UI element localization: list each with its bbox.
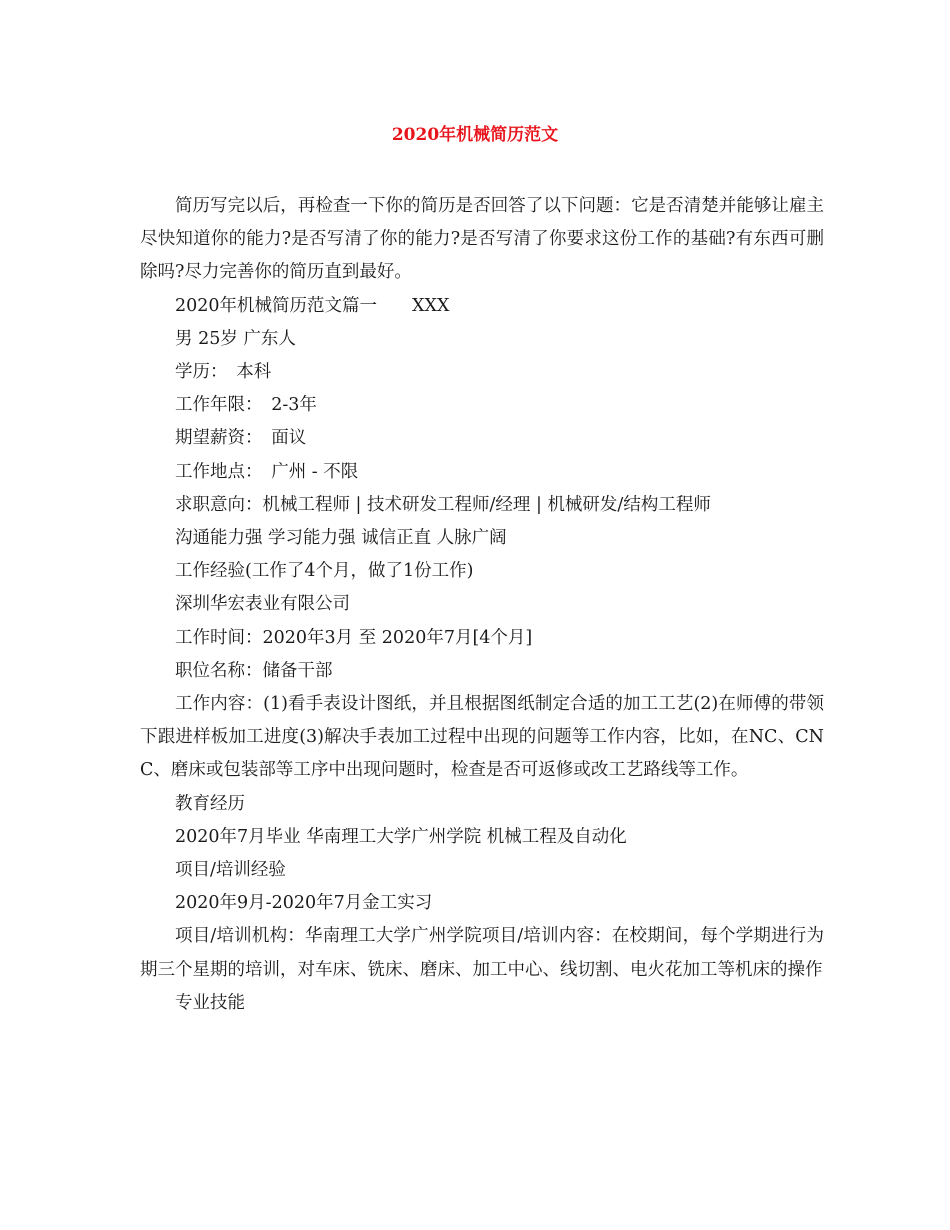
job-intention-line: 求职意向：机械工程师 | 技术研发工程师/经理 | 机械研发/结构工程师 <box>175 494 711 515</box>
position-title-line: 职位名称：储备干部 <box>175 660 333 681</box>
work-years-line: 工作年限： 2-3年 <box>175 395 317 416</box>
document-title: 2020年机械简历范文 <box>391 125 559 145</box>
expected-salary-line: 期望薪资： 面议 <box>175 428 307 449</box>
work-content-paragraph: 工作内容：(1)看手表设计图纸，并且根据图纸制定合适的加工工艺(2)在师傅的带领下跟进样板加工进度(3)解决手表加工过程中出现的问题等工作内容，比如，在NC、CNC、磨床或包装部等工序中出现问题时，检查是否可返修或改工艺路线等工作。 <box>140 694 824 781</box>
graduation-line: 2020年7月毕业 华南理工大学广州学院 机械工程及自动化 <box>175 826 627 847</box>
skills-heading: 专业技能 <box>175 992 245 1013</box>
intro-paragraph: 简历写完以后，再检查一下你的简历是否回答了以下问题：它是否清楚并能够让雇主尽快知道你的能力?是否写清了你的能力?是否写清了你要求这份工作的基础?有东西可删除吗?尽力完善你的简历直到最好。 <box>140 196 824 283</box>
work-location-line: 工作地点： 广州 - 不限 <box>175 461 359 482</box>
training-content-paragraph: 项目/培训机构：华南理工大学广州学院项目/培训内容：在校期间，每个学期进行为期三个星期的培训，对车床、铣床、磨床、加工中心、线切割、电火花加工等机床的操作 <box>140 926 824 980</box>
training-period-line: 2020年9月-2020年7月金工实习 <box>175 893 433 914</box>
work-experience-heading: 工作经验(工作了4个月，做了1份工作) <box>175 561 474 582</box>
company-name-line: 深圳华宏表业有限公司 <box>175 594 350 615</box>
document-body <box>140 190 824 1020</box>
work-period-line: 工作时间：2020年3月 至 2020年7月[4个月] <box>175 627 533 648</box>
personal-info-line: 男 25岁 广东人 <box>175 328 296 349</box>
strengths-line: 沟通能力强 学习能力强 诚信正直 人脉广阔 <box>175 528 507 549</box>
education-level-line: 学历： 本科 <box>175 362 272 383</box>
education-heading: 教育经历 <box>175 793 245 814</box>
resume-heading-line: 2020年机械简历范文篇一 XXX <box>175 295 450 316</box>
training-heading: 项目/培训经验 <box>175 860 286 881</box>
